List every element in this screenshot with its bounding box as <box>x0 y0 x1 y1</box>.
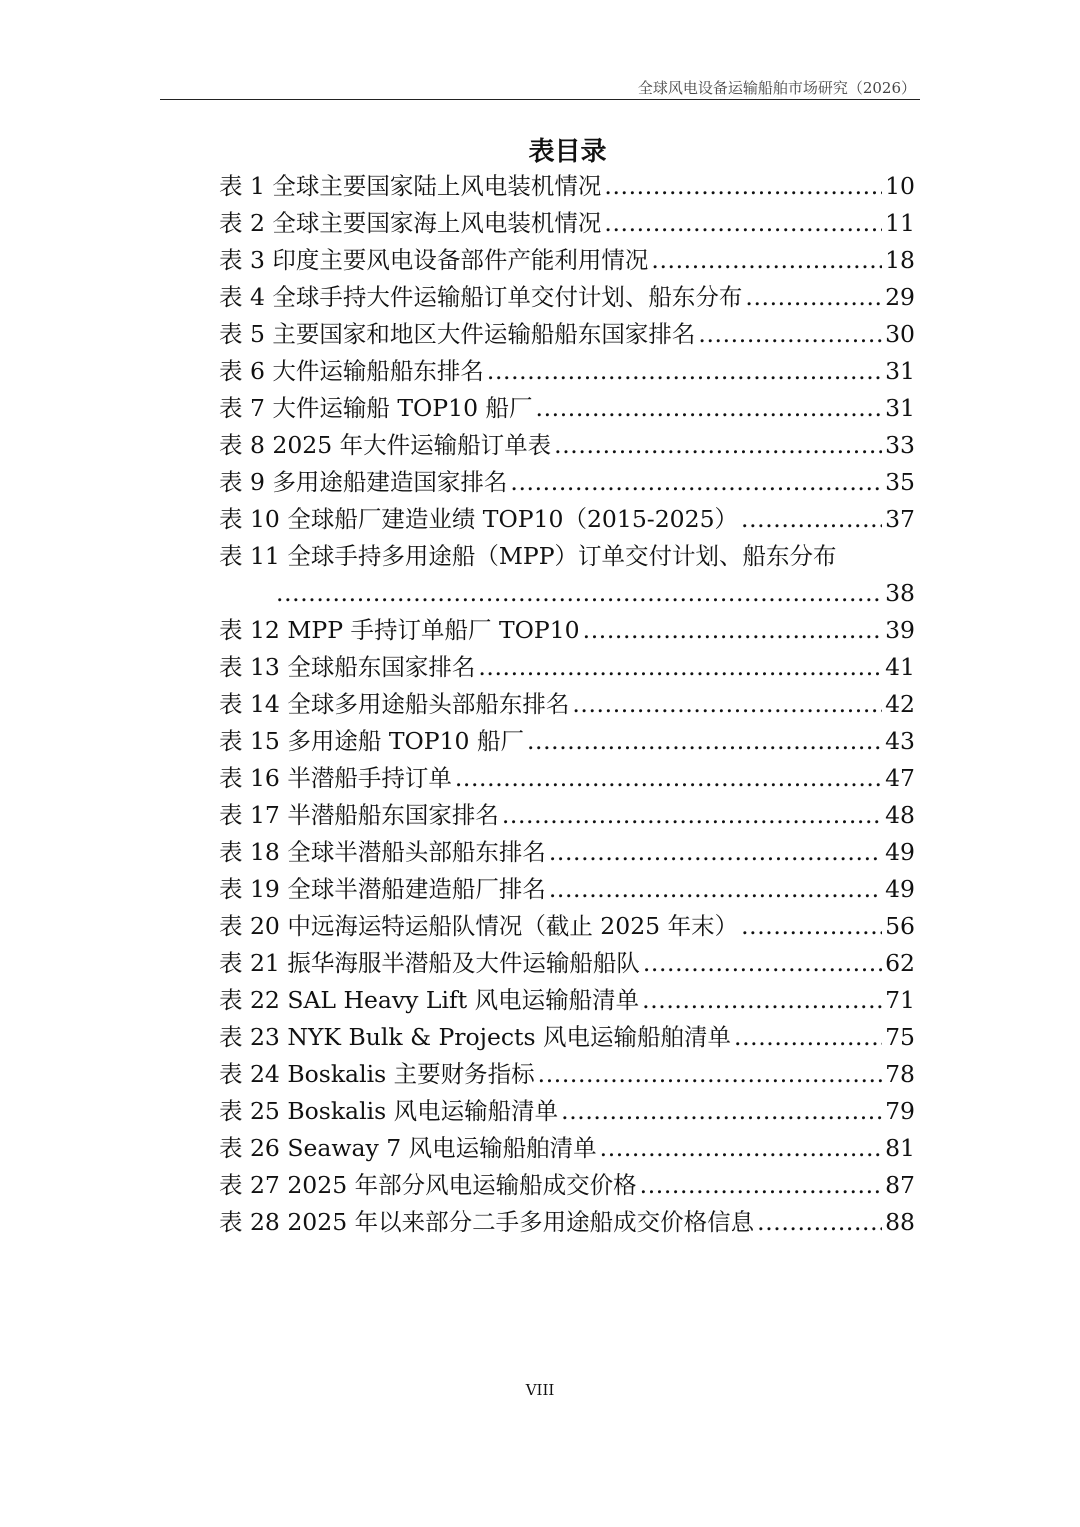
toc-entry[interactable] <box>219 390 915 427</box>
toc-entry-page: 31 <box>885 394 915 422</box>
toc-entry-page: 79 <box>885 1097 915 1125</box>
toc-leader-dots <box>600 1130 882 1167</box>
toc-entry[interactable] <box>219 945 915 982</box>
toc-entry-page: 78 <box>885 1060 915 1088</box>
toc-entry-page: 30 <box>885 320 915 348</box>
toc-entry-label: 表 18 全球半潜船头部船东排名 <box>219 838 546 866</box>
toc-leader-dots <box>604 168 882 205</box>
toc-entry-label: 表 4 全球手持大件运输船订单交付计划、船东分布 <box>219 283 743 311</box>
toc-leader-dots <box>455 760 882 797</box>
toc-leader-dots <box>651 242 882 279</box>
toc-list <box>219 168 915 1241</box>
toc-entry-label: 表 26 Seaway 7 风电运输船舶清单 <box>219 1134 597 1162</box>
toc-leader-dots <box>642 982 882 1019</box>
toc-entry[interactable] <box>219 501 915 538</box>
toc-entry[interactable] <box>219 1167 915 1204</box>
toc-entry[interactable] <box>219 871 915 908</box>
toc-entry-page: 75 <box>885 1023 915 1051</box>
toc-entry-page: 71 <box>885 986 915 1014</box>
toc-entry[interactable] <box>219 279 915 316</box>
toc-leader-dots <box>478 649 882 686</box>
toc-entry-label: 表 9 多用途船建造国家排名 <box>219 468 508 496</box>
toc-entry-label: 表 21 振华海服半潜船及大件运输船船队 <box>219 949 640 977</box>
toc-entry-label: 表 22 SAL Heavy Lift 风电运输船清单 <box>219 986 640 1014</box>
toc-entry[interactable] <box>219 1204 915 1241</box>
toc-leader-dots <box>583 612 882 649</box>
toc-entry-page: 39 <box>885 616 915 644</box>
toc-leader-dots <box>549 871 882 908</box>
toc-entry-label: 表 5 主要国家和地区大件运输船船东国家排名 <box>219 320 696 348</box>
toc-leader-dots <box>527 723 882 760</box>
toc-entry-label: 表 24 Boskalis 主要财务指标 <box>219 1060 535 1088</box>
toc-entry-label: 表 1 全球主要国家陆上风电装机情况 <box>219 172 602 200</box>
toc-entry-page: 41 <box>885 653 915 681</box>
toc-leader-dots <box>502 797 882 834</box>
toc-leader-dots <box>741 501 882 538</box>
toc-entry-page: 29 <box>885 283 915 311</box>
toc-leader-dots <box>561 1093 882 1130</box>
toc-entry[interactable] <box>219 1056 915 1093</box>
toc-entry-label: 表 10 全球船厂建造业绩 TOP10（2015-2025） <box>219 505 739 533</box>
toc-entry[interactable] <box>219 649 915 686</box>
toc-entry-label: 表 28 2025 年以来部分二手多用途船成交价格信息 <box>219 1208 755 1236</box>
toc-entry-label: 表 14 全球多用途船头部船东排名 <box>219 690 570 718</box>
toc-entry[interactable] <box>219 834 915 871</box>
toc-entry-page: 56 <box>885 912 915 940</box>
toc-leader-dots <box>549 834 882 871</box>
toc-leader-dots <box>640 1167 882 1204</box>
toc-leader-dots <box>536 390 883 427</box>
toc-leader-dots <box>734 1019 882 1056</box>
toc-entry[interactable] <box>219 353 915 390</box>
toc-leader-dots <box>276 575 882 612</box>
toc-entry-label: 表 7 大件运输船 TOP10 船厂 <box>219 394 533 422</box>
toc-entry-page: 11 <box>885 209 915 237</box>
toc-entry-label: 表 16 半潜船手持订单 <box>219 764 452 792</box>
toc-entry[interactable] <box>219 760 915 797</box>
toc-entry[interactable] <box>219 612 915 649</box>
toc-entry-page: 42 <box>885 690 915 718</box>
toc-entry[interactable] <box>219 316 915 353</box>
toc-entry-page: 47 <box>885 764 915 792</box>
toc-entry-label: 表 13 全球船东国家排名 <box>219 653 476 681</box>
toc-entry[interactable] <box>219 464 915 501</box>
toc-entry-label: 表 17 半潜船船东国家排名 <box>219 801 499 829</box>
toc-entry[interactable] <box>219 797 915 834</box>
toc-entry-page: 35 <box>885 468 915 496</box>
toc-entry-label: 表 3 印度主要风电设备部件产能利用情况 <box>219 246 649 274</box>
toc-leader-dots <box>698 316 882 353</box>
toc-leader-dots <box>554 427 882 464</box>
toc-entry-page: 48 <box>885 801 915 829</box>
toc-entry-label: 表 19 全球半潜船建造船厂排名 <box>219 875 546 903</box>
toc-entry[interactable] <box>219 1093 915 1130</box>
running-header: 全球风电设备运输船舶市场研究（2026） <box>637 79 916 97</box>
toc-entry-continuation <box>219 575 915 612</box>
toc-leader-dots <box>643 945 882 982</box>
toc-entry[interactable] <box>219 723 915 760</box>
toc-leader-dots <box>538 1056 882 1093</box>
toc-entry-page: 31 <box>885 357 915 385</box>
toc-entry-label: 表 2 全球主要国家海上风电装机情况 <box>219 209 602 237</box>
toc-leader-dots <box>741 908 882 945</box>
toc-leader-dots <box>745 279 882 316</box>
toc-leader-dots <box>572 686 882 723</box>
toc-entry[interactable] <box>219 982 915 1019</box>
toc-entry-page: 18 <box>885 246 915 274</box>
toc-entry[interactable] <box>219 1019 915 1056</box>
toc-entry[interactable] <box>219 168 915 205</box>
toc-entry[interactable] <box>219 686 915 723</box>
toc-entry-label: 表 12 MPP 手持订单船厂 TOP10 <box>219 616 580 644</box>
toc-entry-label: 表 20 中远海运特运船队情况（截止 2025 年末） <box>219 912 739 940</box>
toc-entry-label: 表 27 2025 年部分风电运输船成交价格 <box>219 1171 637 1199</box>
toc-entry-page: 87 <box>885 1171 915 1199</box>
header-rule <box>160 99 920 100</box>
toc-entry-page: 33 <box>885 431 915 459</box>
toc-entry-page: 81 <box>885 1134 915 1162</box>
toc-leader-dots <box>510 464 882 501</box>
toc-entry-page: 37 <box>885 505 915 533</box>
toc-entry[interactable] <box>219 908 915 945</box>
toc-entry[interactable] <box>219 538 915 612</box>
toc-entry-label: 表 8 2025 年大件运输船订单表 <box>219 431 552 459</box>
toc-entry[interactable] <box>219 427 915 464</box>
toc-entry-page: 49 <box>885 838 915 866</box>
toc-entry-label: 表 11 全球手持多用途船（MPP）订单交付计划、船东分布 <box>219 542 837 570</box>
toc-entry[interactable] <box>219 242 915 279</box>
page-number: VIII <box>525 1381 555 1399</box>
toc-entry-page: 88 <box>885 1208 915 1236</box>
toc-entry-label: 表 23 NYK Bulk & Projects 风电运输船舶清单 <box>219 1023 731 1051</box>
toc-entry-label: 表 25 Boskalis 风电运输船清单 <box>219 1097 559 1125</box>
toc-entry[interactable] <box>219 1130 915 1167</box>
toc-entry-page: 43 <box>885 727 915 755</box>
toc-entry[interactable] <box>219 205 915 242</box>
toc-title: 表目录 <box>528 137 607 167</box>
toc-entry-page: 62 <box>885 949 915 977</box>
toc-leader-dots <box>757 1204 882 1241</box>
toc-leader-dots <box>604 205 882 242</box>
toc-entry-page: 49 <box>885 875 915 903</box>
toc-entry-label: 表 15 多用途船 TOP10 船厂 <box>219 727 524 755</box>
toc-leader-dots <box>487 353 882 390</box>
toc-entry-label: 表 6 大件运输船船东排名 <box>219 357 484 385</box>
toc-entry-page: 38 <box>885 579 915 607</box>
toc-entry-page: 10 <box>885 172 915 200</box>
